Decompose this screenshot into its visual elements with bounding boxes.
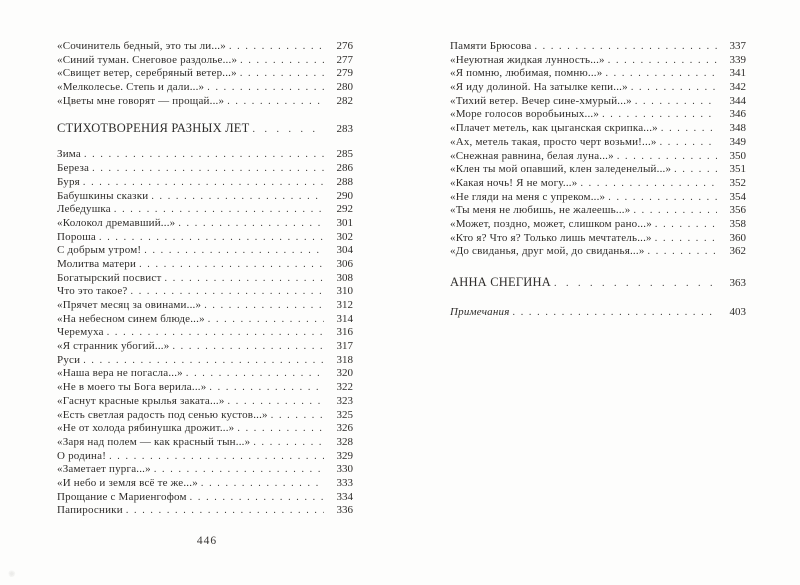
toc-entry-page: 330 bbox=[336, 463, 353, 476]
dot-leader bbox=[240, 54, 324, 68]
toc-entry-title: «Снежная равнина, белая луна...» bbox=[450, 149, 614, 162]
toc-entry bbox=[450, 177, 746, 191]
scan-artifact-mark: ✺ bbox=[8, 569, 16, 579]
toc-entry bbox=[450, 245, 746, 259]
notes-page-number: 403 bbox=[729, 306, 746, 318]
toc-entry bbox=[57, 203, 353, 217]
toc-entry-title: «Цветы мне говорят — прощай...» bbox=[57, 94, 225, 107]
toc-entry bbox=[57, 409, 353, 423]
dot-leader bbox=[229, 40, 324, 54]
dot-leader bbox=[83, 354, 324, 368]
toc-entry-title: С добрым утром! bbox=[57, 244, 142, 257]
toc-entry bbox=[57, 231, 353, 245]
toc-entry bbox=[57, 258, 353, 272]
toc-entry-title: «Не гляди на меня с упреком...» bbox=[450, 190, 606, 203]
toc-entry bbox=[57, 367, 353, 381]
toc-entry bbox=[450, 163, 746, 177]
toc-entry-title: Черемуха bbox=[57, 326, 104, 339]
dot-leader bbox=[240, 67, 324, 81]
dot-leader bbox=[674, 163, 717, 177]
toc-list-continued bbox=[57, 40, 353, 108]
toc-entry bbox=[57, 326, 353, 340]
dot-leader bbox=[655, 218, 717, 232]
dot-leader bbox=[602, 108, 717, 122]
section-title: СТИХОТВОРЕНИЯ РАЗНЫХ ЛЕТ bbox=[57, 121, 250, 136]
dot-leader bbox=[608, 191, 717, 205]
toc-entry-page: 322 bbox=[336, 381, 353, 394]
toc-entry-page: 351 bbox=[729, 163, 746, 176]
toc-entry-page: 320 bbox=[336, 367, 353, 380]
dot-leader bbox=[661, 122, 717, 136]
toc-entry bbox=[57, 95, 353, 109]
page-number: 446 bbox=[196, 535, 218, 547]
toc-entry bbox=[57, 148, 353, 162]
poem-section-page-number: 363 bbox=[729, 277, 746, 289]
toc-entry-title: Береза bbox=[57, 162, 90, 175]
toc-entry bbox=[57, 272, 353, 286]
toc-entry-title: «Не в моего ты Бога верила...» bbox=[57, 381, 207, 394]
toc-entry-title: «Мелколесье. Степь и дали...» bbox=[57, 81, 205, 94]
dot-leader bbox=[92, 162, 324, 176]
toc-entry-page: 333 bbox=[336, 476, 353, 489]
dot-leader bbox=[237, 422, 324, 436]
toc-entry-page: 292 bbox=[336, 203, 353, 216]
toc-entry bbox=[450, 122, 746, 136]
toc-entry bbox=[57, 285, 353, 299]
toc-entry-title: «Тихий ветер. Вечер сине-хмурый...» bbox=[450, 94, 632, 107]
toc-entry-title: «Заря над полем — как красный тын...» bbox=[57, 435, 251, 448]
toc-entry-title: Руси bbox=[57, 353, 81, 366]
dot-leader bbox=[228, 395, 324, 409]
toc-entry-title: «Свищет ветер, серебряный ветер...» bbox=[57, 67, 237, 80]
toc-entry-title: О родина! bbox=[57, 449, 107, 462]
toc-entry bbox=[57, 81, 353, 95]
dot-leader bbox=[186, 367, 324, 381]
toc-entry-page: 288 bbox=[336, 175, 353, 188]
dot-leader bbox=[144, 244, 324, 258]
toc-entry bbox=[57, 54, 353, 68]
toc-entry-page: 323 bbox=[336, 394, 353, 407]
toc-entry-page: 317 bbox=[336, 340, 353, 353]
toc-entry bbox=[57, 450, 353, 464]
toc-entry-page: 286 bbox=[336, 162, 353, 175]
toc-entry-page: 304 bbox=[336, 244, 353, 257]
toc-entry-page: 306 bbox=[336, 257, 353, 270]
toc-entry bbox=[57, 436, 353, 450]
toc-entry-page: 341 bbox=[729, 67, 746, 80]
toc-entry-title: «Какая ночь! Я не могу...» bbox=[450, 176, 578, 189]
toc-entry-page: 350 bbox=[729, 149, 746, 162]
toc-entry-page: 279 bbox=[336, 67, 353, 80]
dot-leader bbox=[126, 504, 324, 518]
toc-entry-page: 328 bbox=[336, 435, 353, 448]
toc-entry-page: 339 bbox=[729, 53, 746, 66]
toc-entry-title: «Может, поздно, может, слишком рано...» bbox=[450, 217, 652, 230]
toc-entry-title: Папиросники bbox=[57, 504, 123, 517]
toc-entry bbox=[450, 81, 746, 95]
toc-entry bbox=[57, 422, 353, 436]
toc-entry-title: «Я иду долиной. На затылке кепи...» bbox=[450, 81, 628, 94]
toc-entry-page: 290 bbox=[336, 189, 353, 202]
toc-entry-page: 358 bbox=[729, 217, 746, 230]
dot-leader bbox=[227, 95, 324, 109]
toc-entry-title: «Ты меня не любишь, не жалеешь...» bbox=[450, 204, 631, 217]
section-page-number: 283 bbox=[336, 123, 353, 136]
dot-leader bbox=[107, 326, 324, 340]
toc-entry-title: «Не от холода рябинушка дрожит...» bbox=[57, 422, 235, 435]
toc-entry-title: Пороша bbox=[57, 230, 96, 243]
toc-list-poems-continued bbox=[450, 40, 746, 259]
dot-leader bbox=[655, 232, 717, 246]
toc-entry bbox=[450, 218, 746, 232]
dot-leader bbox=[172, 340, 324, 354]
toc-entry-page: 329 bbox=[336, 449, 353, 462]
anna-snegina-heading-row bbox=[450, 275, 746, 291]
toc-entry-page: 325 bbox=[336, 408, 353, 421]
toc-entry bbox=[57, 40, 353, 54]
toc-entry-page: 360 bbox=[729, 231, 746, 244]
dot-leader bbox=[631, 81, 717, 95]
dot-leader bbox=[201, 477, 324, 491]
dot-leader bbox=[608, 54, 717, 68]
dot-leader bbox=[253, 436, 324, 450]
dot-leader bbox=[605, 67, 717, 81]
toc-entry-page: 346 bbox=[729, 108, 746, 121]
toc-entry-title: «Наша вера не погасла...» bbox=[57, 367, 183, 380]
toc-entry bbox=[57, 354, 353, 368]
toc-entry-title: «Есть светлая радость под сенью кустов...» bbox=[57, 408, 268, 421]
toc-entry-page: 285 bbox=[336, 148, 353, 161]
poem-section-title: АННА СНЕГИНА bbox=[450, 275, 551, 289]
dot-leader bbox=[252, 121, 324, 137]
dot-leader bbox=[660, 136, 717, 150]
toc-entry-page: 362 bbox=[729, 245, 746, 258]
toc-entry bbox=[450, 67, 746, 81]
toc-entry-page: 354 bbox=[729, 190, 746, 203]
toc-entry-title: Лебедушка bbox=[57, 203, 111, 216]
dot-leader bbox=[131, 285, 324, 299]
toc-entry bbox=[57, 395, 353, 409]
toc-entry-title: «Сочинитель бедный, это ты ли...» bbox=[57, 40, 226, 52]
dot-leader bbox=[139, 258, 324, 272]
dot-leader bbox=[165, 272, 325, 286]
toc-entry-page: 301 bbox=[336, 216, 353, 229]
dot-leader bbox=[178, 217, 324, 231]
toc-entry-title: Молитва матери bbox=[57, 257, 137, 270]
toc-entry-title: «Синий туман. Снеговое раздолье...» bbox=[57, 53, 238, 66]
toc-entry bbox=[57, 491, 353, 505]
toc-entry-title: «Я помню, любимая, помню...» bbox=[450, 67, 603, 80]
toc-entry-title: «Колокол дремавший...» bbox=[57, 216, 176, 229]
toc-entry bbox=[450, 136, 746, 150]
section-heading-row bbox=[57, 121, 353, 137]
toc-entry-page: 310 bbox=[336, 285, 353, 298]
toc-entry-page: 302 bbox=[336, 230, 353, 243]
toc-list-poems bbox=[57, 148, 353, 518]
toc-entry bbox=[57, 381, 353, 395]
toc-entry-title: Буря bbox=[57, 175, 80, 188]
dot-leader bbox=[617, 150, 717, 164]
toc-entry bbox=[450, 232, 746, 246]
toc-entry-page: 314 bbox=[336, 312, 353, 325]
toc-entry-title: «Прячет месяц за овинами...» bbox=[57, 299, 202, 311]
toc-entry-title: «Клен ты мой опавший, клен заледенелый...» bbox=[450, 163, 672, 176]
toc-entry-page: 318 bbox=[336, 353, 353, 366]
toc-entry-page: 280 bbox=[336, 81, 353, 94]
toc-entry bbox=[57, 67, 353, 81]
toc-entry-title: «Кто я? Что я? Только лишь мечтатель...» bbox=[450, 231, 652, 244]
toc-entry-title: «Я странник убогий...» bbox=[57, 340, 170, 353]
dot-leader bbox=[83, 176, 324, 190]
dot-leader bbox=[207, 81, 324, 95]
toc-entry-page: 356 bbox=[729, 204, 746, 217]
toc-left-column bbox=[57, 40, 353, 518]
dot-leader bbox=[154, 463, 324, 477]
dot-leader bbox=[633, 204, 717, 218]
dot-leader bbox=[580, 177, 717, 191]
dot-leader bbox=[99, 231, 324, 245]
toc-entry-page: 326 bbox=[336, 422, 353, 435]
toc-entry-title: «Гаснут красные крылья заката...» bbox=[57, 394, 225, 407]
toc-entry bbox=[450, 150, 746, 164]
dot-leader bbox=[109, 450, 324, 464]
toc-entry-title: «Ах, метель такая, просто черт возьми!...» bbox=[450, 135, 657, 148]
toc-entry bbox=[450, 40, 746, 54]
toc-entry bbox=[57, 299, 353, 313]
toc-right-column bbox=[450, 40, 746, 320]
toc-entry bbox=[450, 108, 746, 122]
toc-entry-page: 276 bbox=[336, 40, 353, 52]
toc-entry-page: 352 bbox=[729, 176, 746, 189]
toc-entry-page: 349 bbox=[729, 135, 746, 148]
dot-leader bbox=[271, 409, 324, 423]
dot-leader bbox=[554, 275, 717, 291]
toc-entry bbox=[57, 244, 353, 258]
toc-entry-title: «Заметает пурга...» bbox=[57, 463, 151, 476]
toc-entry bbox=[450, 95, 746, 109]
toc-entry-page: 308 bbox=[336, 271, 353, 284]
toc-entry-page: 336 bbox=[336, 504, 353, 517]
dot-leader bbox=[635, 95, 717, 109]
toc-entry bbox=[57, 504, 353, 518]
toc-entry bbox=[450, 191, 746, 205]
toc-entry-page: 334 bbox=[336, 490, 353, 503]
toc-entry bbox=[450, 54, 746, 68]
toc-entry-page: 342 bbox=[729, 81, 746, 94]
dot-leader bbox=[190, 491, 324, 505]
toc-entry-title: Что это такое? bbox=[57, 285, 128, 298]
toc-entry-title: Бабушкины сказки bbox=[57, 189, 149, 202]
toc-entry bbox=[57, 217, 353, 231]
toc-entry bbox=[57, 162, 353, 176]
toc-entry-title: «Море голосов воробьиных...» bbox=[450, 108, 600, 121]
dot-leader bbox=[114, 203, 324, 217]
toc-entry-title: «До свиданья, друг мой, до свиданья...» bbox=[450, 245, 645, 258]
toc-entry-title: Прощание с Мариенгофом bbox=[57, 490, 187, 503]
dot-leader bbox=[513, 306, 717, 320]
toc-entry-title: «Неуютная жидкая лунность...» bbox=[450, 53, 605, 66]
toc-entry-title: Памяти Брюсова bbox=[450, 40, 532, 52]
dot-leader bbox=[204, 299, 324, 313]
toc-entry-title: «Плачет метель, как цыганская скрипка...» bbox=[450, 122, 658, 135]
toc-entry-page: 312 bbox=[336, 299, 353, 311]
dot-leader bbox=[534, 40, 717, 54]
toc-entry-title: Зима bbox=[57, 148, 81, 161]
toc-entry bbox=[57, 477, 353, 491]
dot-leader bbox=[151, 190, 324, 204]
toc-entry bbox=[57, 463, 353, 477]
toc-entry bbox=[57, 176, 353, 190]
toc-entry-page: 316 bbox=[336, 326, 353, 339]
toc-entry-page: 282 bbox=[336, 94, 353, 107]
dot-leader bbox=[648, 245, 717, 259]
toc-entry bbox=[57, 340, 353, 354]
toc-entry bbox=[57, 190, 353, 204]
dot-leader bbox=[209, 381, 324, 395]
toc-entry bbox=[450, 204, 746, 218]
toc-entry-page: 277 bbox=[336, 53, 353, 66]
dot-leader bbox=[208, 313, 324, 327]
toc-entry-title: Богатырский посвист bbox=[57, 271, 162, 284]
notes-title: Примечания bbox=[450, 306, 510, 318]
toc-entry-page: 337 bbox=[729, 40, 746, 52]
toc-entry-page: 348 bbox=[729, 122, 746, 135]
toc-entry-title: «На небесном синем блюде...» bbox=[57, 312, 205, 325]
toc-entry bbox=[57, 313, 353, 327]
toc-entry-title: «И небо и земля всё те же...» bbox=[57, 476, 198, 489]
dot-leader bbox=[84, 148, 324, 162]
notes-entry-row bbox=[450, 306, 746, 320]
toc-entry-page: 344 bbox=[729, 94, 746, 107]
